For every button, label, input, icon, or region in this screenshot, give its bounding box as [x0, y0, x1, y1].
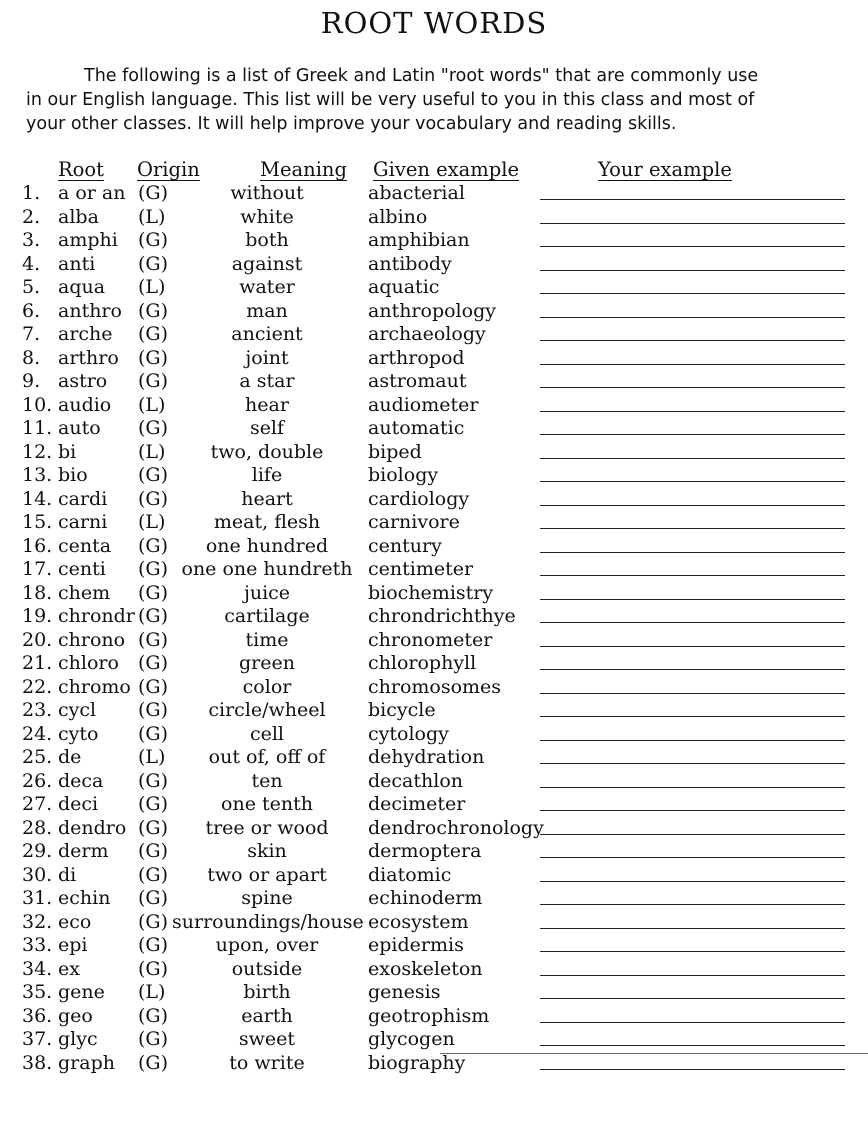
meaning: cell — [249, 722, 285, 745]
root-word: echin — [58, 887, 111, 909]
row-number: 13. — [22, 464, 53, 486]
origin: (G) — [138, 769, 169, 792]
root-word: derm — [58, 840, 109, 862]
given-example: geotrophism — [368, 1004, 490, 1027]
intro-line-2: in our English language. This list will be very useful to you in this class and most of — [26, 90, 755, 110]
origin: (G) — [138, 182, 169, 204]
your-example-blank[interactable] — [540, 434, 845, 435]
table-row — [0, 347, 868, 371]
given-example: arthropod — [368, 346, 465, 369]
meaning: spine — [241, 887, 293, 909]
header-your-example: Your example — [598, 158, 732, 181]
root-word: ex — [58, 957, 80, 980]
row-number: 19. — [22, 605, 53, 627]
root-word: arche — [58, 323, 113, 345]
row-number: 36. — [22, 1004, 53, 1027]
meaning: ten — [251, 769, 283, 792]
origin: (G) — [138, 581, 169, 604]
origin: (G) — [138, 605, 169, 627]
root-word: cardi — [58, 487, 108, 510]
table-row — [0, 323, 868, 347]
meaning: to write — [229, 1051, 305, 1074]
root-word: chloro — [58, 652, 119, 674]
table-row — [0, 840, 868, 864]
your-example-blank[interactable] — [540, 998, 845, 999]
given-example: centimeter — [368, 558, 474, 580]
origin: (G) — [138, 487, 169, 510]
your-example-blank[interactable] — [540, 951, 845, 952]
origin: (G) — [138, 1004, 169, 1027]
column-headers — [0, 158, 868, 184]
origin: (G) — [138, 370, 169, 392]
table-row — [0, 1028, 868, 1052]
table-row — [0, 770, 868, 794]
meaning: time — [245, 628, 289, 651]
root-word: epi — [58, 934, 88, 956]
your-example-blank[interactable] — [540, 975, 845, 976]
root-word: chrono — [58, 628, 126, 651]
meaning: skin — [247, 840, 287, 862]
your-example-blank[interactable] — [540, 199, 845, 200]
meaning: juice — [243, 581, 291, 604]
your-example-blank[interactable] — [540, 904, 845, 905]
your-example-blank[interactable] — [540, 481, 845, 482]
your-example-blank[interactable] — [540, 364, 845, 365]
given-example: decathlon — [368, 769, 463, 792]
table-row — [0, 535, 868, 559]
scan-artifact-line — [440, 1053, 868, 1054]
given-example: chrondrichthye — [368, 605, 516, 627]
your-example-blank[interactable] — [540, 928, 845, 929]
given-example: biochemistry — [368, 581, 494, 604]
header-given-example: Given example — [373, 158, 520, 181]
table-row — [0, 934, 868, 958]
given-example: chlorophyll — [368, 652, 477, 674]
row-number: 6. — [22, 299, 41, 322]
table-row — [0, 958, 868, 982]
origin: (L) — [138, 440, 166, 463]
origin: (G) — [138, 652, 169, 674]
root-word: deci — [58, 793, 99, 815]
table-row — [0, 793, 868, 817]
row-number: 9. — [22, 370, 41, 392]
meaning: hear — [245, 393, 289, 416]
root-word: astro — [58, 370, 108, 392]
root-word: amphi — [58, 229, 118, 251]
page-title: ROOT WORDS — [320, 6, 548, 40]
origin: (G) — [138, 699, 169, 721]
your-example-blank[interactable] — [540, 716, 845, 717]
origin: (G) — [138, 1028, 169, 1050]
given-example: amphibian — [368, 229, 470, 251]
table-row — [0, 206, 868, 230]
given-example: anthropology — [368, 299, 496, 322]
given-example: aquatic — [368, 276, 440, 298]
root-word: chem — [58, 581, 111, 604]
meaning: circle/wheel — [208, 699, 326, 721]
your-example-blank[interactable] — [540, 881, 845, 882]
your-example-blank[interactable] — [540, 528, 845, 529]
origin: (G) — [138, 534, 169, 557]
your-example-blank[interactable] — [540, 1022, 845, 1023]
row-number: 16. — [22, 534, 53, 557]
table-row — [0, 182, 868, 206]
origin: (G) — [138, 816, 169, 839]
your-example-blank[interactable] — [540, 646, 845, 647]
row-number: 18. — [22, 581, 53, 604]
origin: (G) — [138, 299, 169, 322]
meaning: a star — [239, 370, 295, 392]
given-example: bicycle — [368, 699, 436, 721]
root-word: glyc — [58, 1028, 98, 1050]
origin: (G) — [138, 910, 169, 933]
meaning: surroundings/house — [172, 910, 364, 933]
given-example: glycogen — [368, 1028, 455, 1050]
table-row — [0, 887, 868, 911]
origin: (G) — [138, 252, 169, 275]
table-row — [0, 582, 868, 606]
origin: (G) — [138, 722, 169, 745]
root-word: de — [58, 746, 82, 768]
root-word: a or an — [58, 182, 126, 204]
given-example: echinoderm — [368, 887, 483, 909]
given-example: chromosomes — [368, 675, 502, 698]
row-number: 21. — [22, 652, 53, 674]
root-word: anthro — [58, 299, 122, 322]
table-row — [0, 558, 868, 582]
table-row — [0, 911, 868, 935]
origin: (G) — [138, 863, 169, 886]
table-row — [0, 370, 868, 394]
meaning: white — [240, 205, 294, 228]
given-example: archaeology — [368, 323, 486, 345]
row-number: 11. — [22, 417, 53, 439]
root-word: alba — [58, 205, 99, 228]
table-row — [0, 864, 868, 888]
row-number: 24. — [22, 722, 53, 745]
your-example-blank[interactable] — [540, 669, 845, 670]
table-row — [0, 441, 868, 465]
given-example: astromaut — [368, 370, 467, 392]
meaning: outside — [231, 957, 303, 980]
row-number: 8. — [22, 346, 41, 369]
origin: (G) — [138, 323, 169, 345]
meaning: man — [246, 299, 288, 322]
given-example: automatic — [368, 417, 465, 439]
root-word: di — [58, 863, 77, 886]
your-example-blank[interactable] — [540, 834, 845, 835]
row-number: 37. — [22, 1028, 53, 1050]
origin: (L) — [138, 393, 166, 416]
root-word: bi — [58, 440, 77, 463]
your-example-blank[interactable] — [540, 340, 845, 341]
table-row — [0, 464, 868, 488]
given-example: dermoptera — [368, 840, 482, 862]
row-number: 10. — [22, 393, 53, 416]
meaning: birth — [243, 981, 291, 1003]
your-example-blank[interactable] — [540, 599, 845, 600]
meaning: two or apart — [207, 863, 327, 886]
given-example: dendrochronology — [368, 816, 544, 839]
meaning: self — [249, 417, 285, 439]
origin: (G) — [138, 957, 169, 980]
table-row — [0, 417, 868, 441]
given-example: carnivore — [368, 511, 460, 533]
your-example-blank[interactable] — [540, 552, 845, 553]
row-number: 23. — [22, 699, 53, 721]
given-example: chronometer — [368, 628, 493, 651]
your-example-blank[interactable] — [540, 317, 845, 318]
row-number: 28. — [22, 816, 53, 839]
your-example-blank[interactable] — [540, 411, 845, 412]
your-example-blank[interactable] — [540, 458, 845, 459]
origin: (L) — [138, 981, 166, 1003]
table-row — [0, 511, 868, 535]
meaning: two, double — [210, 440, 324, 463]
your-example-blank[interactable] — [540, 1069, 845, 1070]
given-example: biology — [368, 464, 439, 486]
row-number: 4. — [22, 252, 41, 275]
table-row — [0, 300, 868, 324]
row-number: 35. — [22, 981, 53, 1003]
row-number: 30. — [22, 863, 53, 886]
header-origin: Origin — [137, 158, 200, 181]
row-number: 7. — [22, 323, 41, 345]
your-example-blank[interactable] — [540, 575, 845, 576]
table-row — [0, 699, 868, 723]
meaning: one one hundreth — [181, 558, 353, 580]
origin: (G) — [138, 840, 169, 862]
intro-line-1: The following is a list of Greek and Latin "root words" that are commonly use — [84, 66, 759, 86]
header-meaning: Meaning — [260, 158, 347, 181]
table-row — [0, 817, 868, 841]
row-number: 27. — [22, 793, 53, 815]
root-word-list — [0, 182, 868, 1075]
row-number: 38. — [22, 1051, 53, 1074]
given-example: albino — [368, 205, 428, 228]
meaning: out of, off of — [208, 746, 326, 768]
meaning: color — [242, 675, 292, 698]
origin: (G) — [138, 558, 169, 580]
your-example-blank[interactable] — [540, 270, 845, 271]
root-word: cyto — [58, 722, 99, 745]
given-example: cardiology — [368, 487, 470, 510]
meaning: earth — [241, 1004, 293, 1027]
root-word: aqua — [58, 276, 106, 298]
table-row — [0, 394, 868, 418]
given-example: dehydration — [368, 746, 485, 768]
given-example: biography — [368, 1051, 466, 1074]
row-number: 17. — [22, 558, 53, 580]
meaning: meat, flesh — [213, 511, 321, 533]
given-example: audiometer — [368, 393, 479, 416]
row-number: 33. — [22, 934, 53, 956]
root-word: anti — [58, 252, 96, 275]
your-example-blank[interactable] — [540, 740, 845, 741]
origin: (G) — [138, 934, 169, 956]
meaning: upon, over — [215, 934, 319, 956]
table-row — [0, 488, 868, 512]
row-number: 5. — [22, 276, 41, 298]
meaning: ancient — [231, 323, 303, 345]
meaning: life — [251, 464, 283, 486]
row-number: 3. — [22, 229, 41, 251]
table-row — [0, 253, 868, 277]
row-number: 22. — [22, 675, 53, 698]
your-example-blank[interactable] — [540, 810, 845, 811]
meaning: cartilage — [224, 605, 310, 627]
origin: (G) — [138, 346, 169, 369]
given-example: ecosystem — [368, 910, 469, 933]
origin: (G) — [138, 229, 169, 251]
given-example: exoskeleton — [368, 957, 483, 980]
your-example-blank[interactable] — [540, 787, 845, 788]
origin: (L) — [138, 511, 166, 533]
given-example: biped — [368, 440, 422, 463]
root-word: chromo — [58, 675, 131, 698]
row-number: 20. — [22, 628, 53, 651]
table-row — [0, 981, 868, 1005]
root-word: arthro — [58, 346, 119, 369]
root-word: dendro — [58, 816, 127, 839]
given-example: diatomic — [368, 863, 452, 886]
row-number: 1. — [22, 182, 41, 204]
meaning: against — [231, 252, 303, 275]
row-number: 34. — [22, 957, 53, 980]
row-number: 32. — [22, 910, 53, 933]
root-word: auto — [58, 417, 101, 439]
your-example-blank[interactable] — [540, 505, 845, 506]
row-number: 2. — [22, 205, 41, 228]
root-word: graph — [58, 1051, 115, 1074]
intro-paragraph — [26, 64, 856, 136]
meaning: heart — [241, 487, 293, 510]
meaning: both — [245, 229, 289, 251]
row-number: 25. — [22, 746, 53, 768]
table-row — [0, 629, 868, 653]
root-word: centi — [58, 558, 106, 580]
root-word: bio — [58, 464, 88, 486]
row-number: 29. — [22, 840, 53, 862]
root-word: eco — [58, 910, 92, 933]
row-number: 12. — [22, 440, 53, 463]
table-row — [0, 676, 868, 700]
table-row — [0, 652, 868, 676]
row-number: 15. — [22, 511, 53, 533]
origin: (L) — [138, 276, 166, 298]
origin: (G) — [138, 628, 169, 651]
given-example: epidermis — [368, 934, 464, 956]
meaning: joint — [245, 346, 289, 369]
root-word: centa — [58, 534, 112, 557]
intro-line-3: your other classes. It will help improve your vocabulary and reading skills. — [26, 114, 677, 134]
your-example-blank[interactable] — [540, 1045, 845, 1046]
root-word: chrondr — [58, 605, 135, 627]
row-number: 31. — [22, 887, 53, 909]
your-example-blank[interactable] — [540, 246, 845, 247]
your-example-blank[interactable] — [540, 763, 845, 764]
given-example: antibody — [368, 252, 452, 275]
table-row — [0, 1052, 868, 1076]
your-example-blank[interactable] — [540, 693, 845, 694]
your-example-blank[interactable] — [540, 293, 845, 294]
origin: (L) — [138, 746, 166, 768]
your-example-blank[interactable] — [540, 622, 845, 623]
origin: (G) — [138, 793, 169, 815]
given-example: century — [368, 534, 442, 557]
origin: (G) — [138, 675, 169, 698]
origin: (G) — [138, 464, 169, 486]
origin: (G) — [138, 887, 169, 909]
your-example-blank[interactable] — [540, 387, 845, 388]
header-root: Root — [58, 158, 104, 181]
meaning: sweet — [238, 1028, 296, 1050]
given-example: genesis — [368, 981, 441, 1003]
origin: (L) — [138, 205, 166, 228]
table-row — [0, 229, 868, 253]
your-example-blank[interactable] — [540, 857, 845, 858]
meaning: water — [239, 276, 295, 298]
table-row — [0, 1005, 868, 1029]
given-example: cytology — [368, 722, 449, 745]
table-row — [0, 605, 868, 629]
given-example: abacterial — [368, 182, 465, 204]
root-word: geo — [58, 1004, 93, 1027]
table-row — [0, 746, 868, 770]
table-row — [0, 723, 868, 747]
row-number: 14. — [22, 487, 53, 510]
your-example-blank[interactable] — [540, 223, 845, 224]
meaning: tree or wood — [205, 816, 329, 839]
meaning: one hundred — [205, 534, 329, 557]
origin: (G) — [138, 1051, 169, 1074]
meaning: without — [230, 182, 304, 204]
meaning: one tenth — [221, 793, 313, 815]
root-word: audio — [58, 393, 112, 416]
row-number: 26. — [22, 769, 53, 792]
root-word: cycl — [58, 699, 97, 721]
origin: (G) — [138, 417, 169, 439]
given-example: decimeter — [368, 793, 466, 815]
table-row — [0, 276, 868, 300]
meaning: green — [239, 652, 295, 674]
root-word: deca — [58, 769, 104, 792]
root-word: gene — [58, 981, 105, 1003]
root-word: carni — [58, 511, 108, 533]
